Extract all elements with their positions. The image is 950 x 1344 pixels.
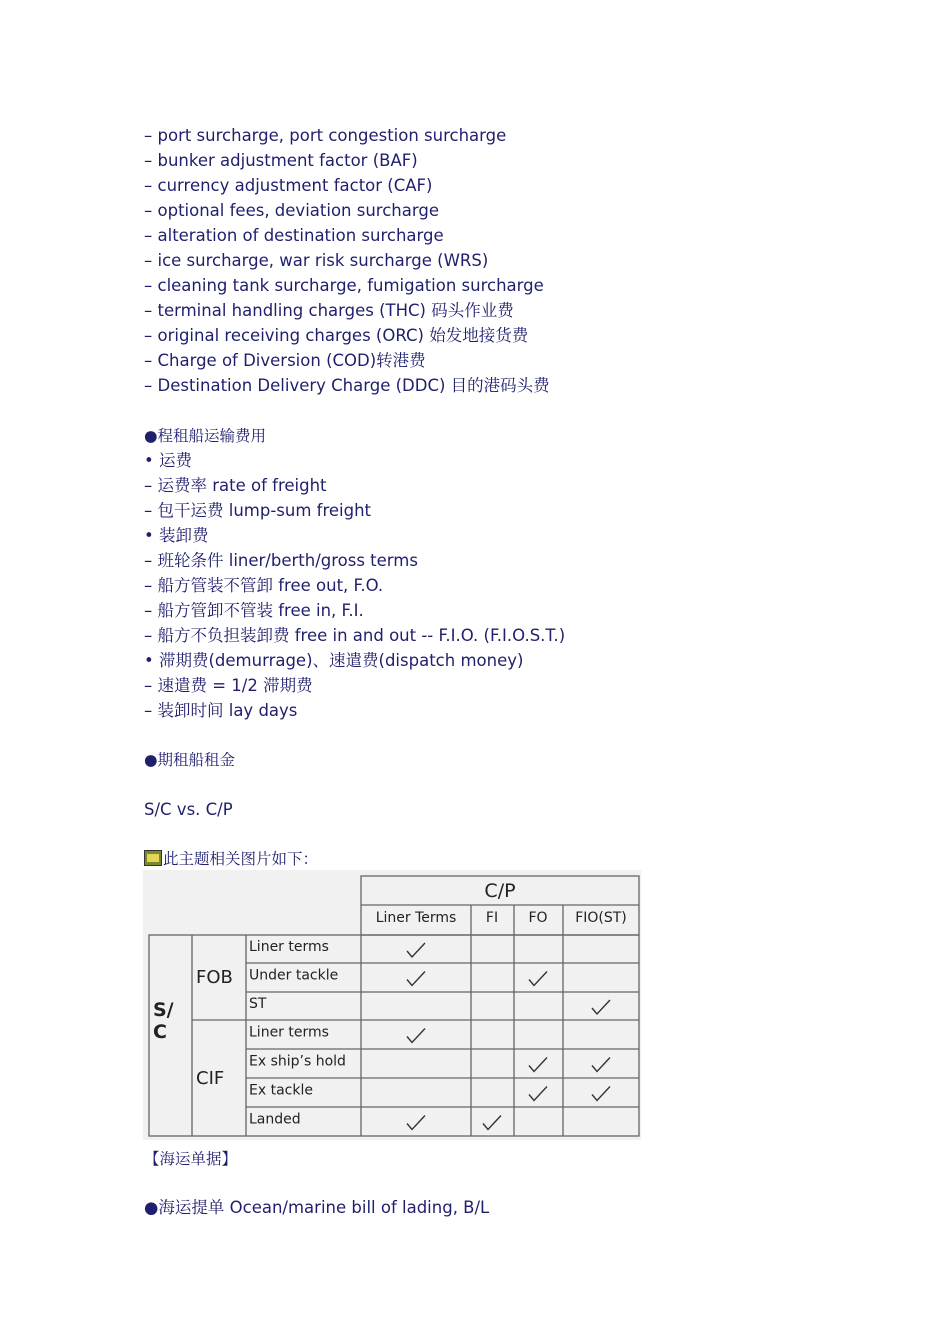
text-line-thc: – terminal handling charges (THC) 码头作业费 bbox=[144, 301, 514, 320]
group-label-cif: CIF bbox=[196, 1068, 225, 1089]
table-header-cp: C/P bbox=[484, 880, 516, 902]
text-line-loading-charges: • 装卸费 bbox=[144, 526, 209, 545]
image-attachment-icon bbox=[144, 850, 162, 866]
text-line-ice-surcharge: – ice surcharge, war risk surcharge (WRS) bbox=[144, 251, 489, 270]
checkmark-icon bbox=[407, 1029, 425, 1043]
text-line-optional-fees: – optional fees, deviation surcharge bbox=[144, 201, 439, 220]
text-line-lump-sum: – 包干运费 lump-sum freight bbox=[144, 501, 372, 520]
text-line-cod: – Charge of Diversion (COD)转港费 bbox=[144, 351, 426, 370]
text-line-fio: – 船方不负担装卸费 free in and out -- F.I.O. (F.I.O.S.T.) bbox=[144, 626, 566, 645]
row-label: Landed bbox=[249, 1111, 301, 1128]
image-caption bbox=[144, 848, 318, 870]
checkmark-icon bbox=[407, 943, 425, 957]
row-label: Liner terms bbox=[249, 1024, 329, 1041]
text-line-demurrage: • 滞期费(demurrage)、速遣费(dispatch money) bbox=[144, 651, 524, 670]
row-label: Ex ship’s hold bbox=[249, 1053, 346, 1070]
heading-ocean-documents: 【海运单据】 bbox=[144, 1150, 238, 1168]
checkmark-icon bbox=[592, 1000, 610, 1014]
checkmark-icon bbox=[407, 972, 425, 986]
text-line-caf: – currency adjustment factor (CAF) bbox=[144, 176, 433, 195]
text-line-dispatch: – 速遣费 = 1/2 滞期费 bbox=[144, 676, 313, 695]
text-line-port-surcharge: – port surcharge, port congestion surcharge bbox=[144, 126, 507, 145]
side-label-sc-line1: S/ bbox=[153, 999, 174, 1021]
column-header-liner-terms: Liner Terms bbox=[375, 910, 457, 926]
column-header-fi: FI bbox=[485, 910, 499, 926]
text-line-lay-days: – 装卸时间 lay days bbox=[144, 701, 298, 720]
text-line-liner-terms: – 班轮条件 liner/berth/gross terms bbox=[144, 551, 418, 570]
text-line-orc: – original receiving charges (ORC) 始发地接货费 bbox=[144, 326, 529, 345]
text-line-alteration: – alteration of destination surcharge bbox=[144, 226, 444, 245]
text-line-free-in: – 船方管卸不管装 free in, F.I. bbox=[144, 601, 364, 620]
checkmark-icon bbox=[529, 1087, 547, 1101]
heading-voyage-charter-freight: ●程租船运输费用 bbox=[144, 427, 267, 445]
row-label: ST bbox=[249, 996, 267, 1012]
text-line-sc-vs-cp: S/C vs. C/P bbox=[144, 800, 233, 819]
text-line-freight: • 运费 bbox=[144, 451, 192, 470]
column-header-fo: FO bbox=[528, 910, 548, 926]
text-line-bill-of-lading: ●海运提单 Ocean/marine bill of lading, B/L bbox=[144, 1198, 490, 1217]
row-label: Under tackle bbox=[249, 967, 339, 984]
checkmark-icon bbox=[592, 1087, 610, 1101]
checkmark-icon bbox=[483, 1116, 501, 1130]
column-header-fio-st: FIO(ST) bbox=[575, 910, 627, 926]
side-label-sc-line2: C bbox=[153, 1021, 167, 1043]
checkmark-icon bbox=[592, 1058, 610, 1072]
checkmark-icon bbox=[529, 1058, 547, 1072]
text-line-free-out: – 船方管装不管卸 free out, F.O. bbox=[144, 576, 384, 595]
row-label: Liner terms bbox=[249, 939, 329, 955]
checkmark-icon bbox=[529, 972, 547, 986]
sc-cp-table-image bbox=[143, 870, 641, 1140]
image-caption-text: 此主题相关图片如下： bbox=[163, 850, 319, 868]
sc-cp-table bbox=[143, 870, 641, 1140]
text-line-ddc: – Destination Delivery Charge (DDC) 目的港码头费 bbox=[144, 376, 550, 395]
text-line-cleaning-tank: – cleaning tank surcharge, fumigation surcharge bbox=[144, 276, 544, 295]
text-line-baf: – bunker adjustment factor (BAF) bbox=[144, 151, 418, 170]
group-label-fob: FOB bbox=[196, 967, 233, 988]
text-line-rate-of-freight: – 运费率 rate of freight bbox=[144, 476, 327, 495]
row-label: Ex tackle bbox=[249, 1082, 313, 1099]
checkmark-icon bbox=[407, 1116, 425, 1130]
heading-time-charter-hire: ●期租船租金 bbox=[144, 751, 236, 769]
